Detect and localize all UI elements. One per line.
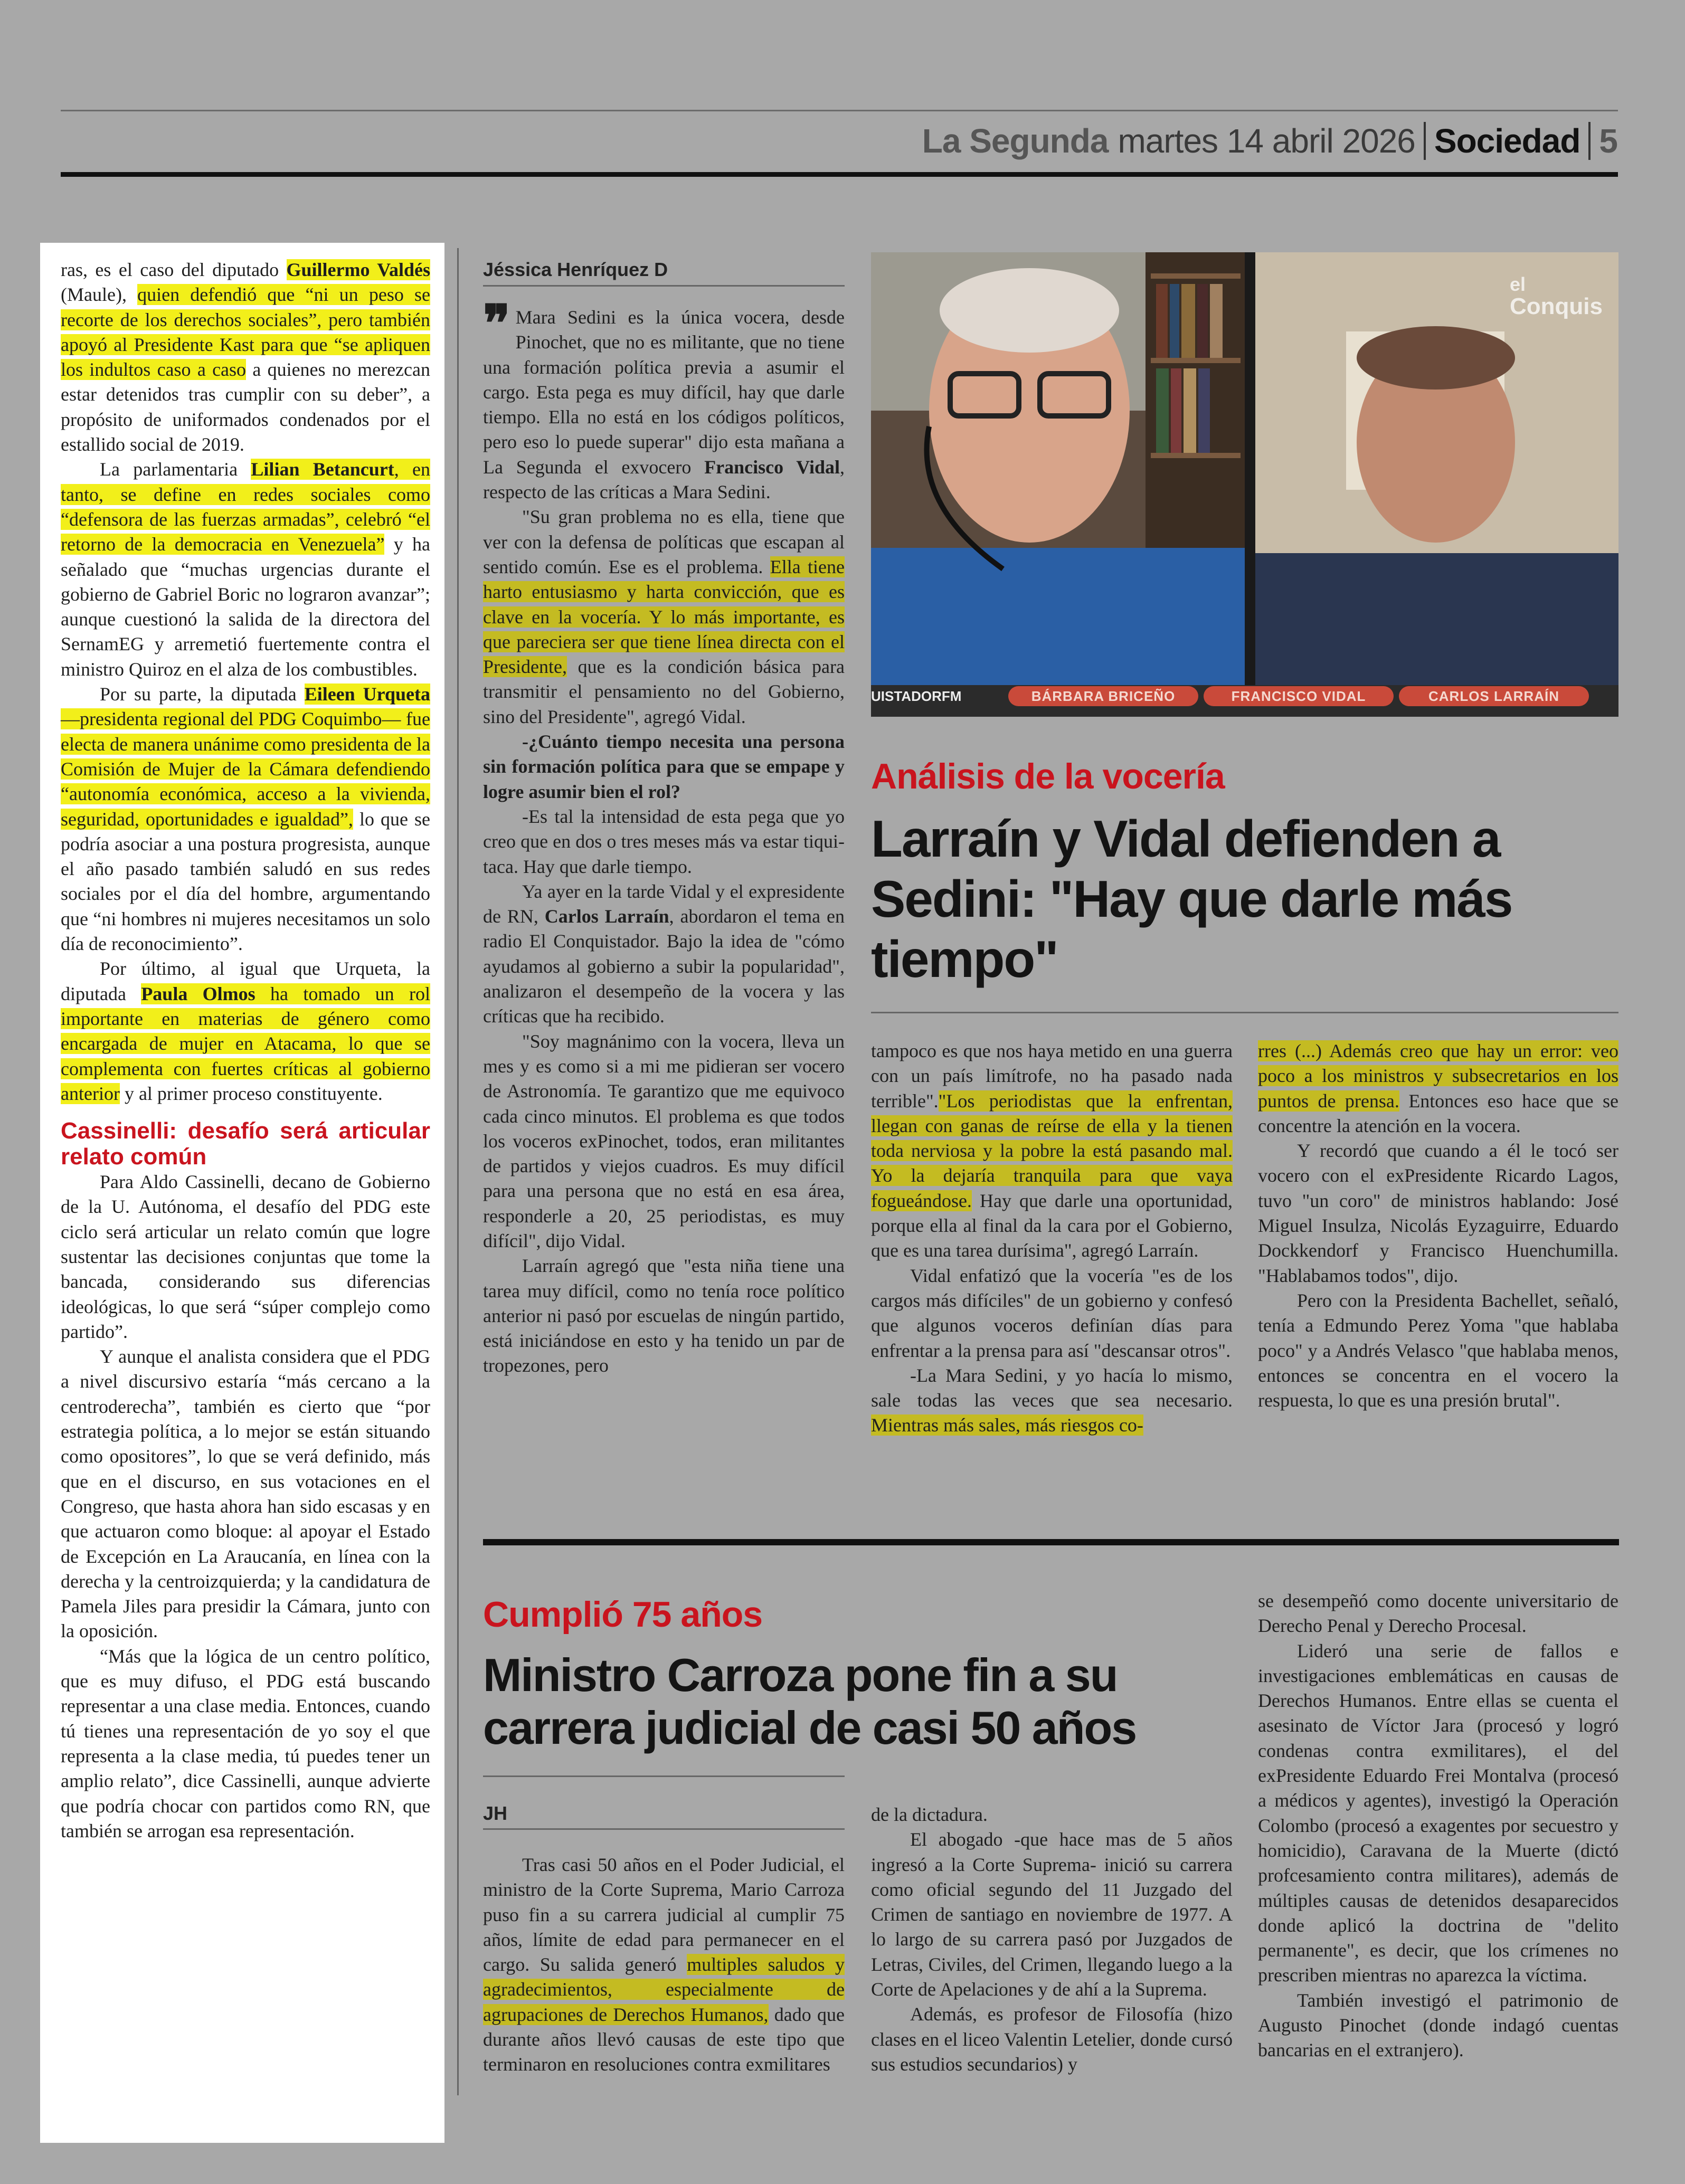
- paragraph: También investigó el patrimonio de Augusto Pinochet (donde indagó cuentas bancarias en el extranjero).: [1258, 1989, 1618, 2061]
- paragraph: "Su gran problema no es ella, tiene que ver con la defensa de políticas que escapan al sentido común. Ese es el problema. Ella tiene harto entusiasmo y harta convicción, que es clave en la vocería. Y lo más importante, es que pareciera ser que tiene línea directa con el Presidente, que es la condición básica para transmitir el pensamiento no del Gobierno, sino del Presidente", agregó Vidal.: [483, 506, 845, 727]
- participant-tag: CARLOS LARRAÍN: [1399, 686, 1589, 706]
- paragraph: Además, es profesor de Filosofía (hizo clases en el liceo Valentin Letelier, donde cursó sus estudios secundarios) y: [871, 2003, 1233, 2075]
- title-rule: [871, 1012, 1618, 1013]
- left-column: [61, 258, 430, 1844]
- publication-name: La Segunda: [922, 122, 1109, 160]
- article-title: Larraín y Vidal defienden a Sedini: "Hay que darle más tiempo": [871, 810, 1512, 988]
- participant-tag: FRANCISCO VIDAL: [1204, 686, 1394, 706]
- page-number: 5: [1599, 122, 1618, 160]
- masthead-bottom-rule: [61, 172, 1618, 177]
- paragraph: Ya ayer en la tarde Vidal y el expresidente de RN, Carlos Larraín, abordaron el tema en radio El Conquistador. Bajo la idea de "cómo ayudamos al gobierno a subir la popularidad", analizaron el desempeño de la vocera y las críticas que ha recibido.: [483, 880, 845, 1027]
- article-column-2: [871, 1802, 1233, 2077]
- article-photo: [871, 252, 1618, 717]
- article-kicker: Cumplió 75 años: [483, 1594, 763, 1635]
- person-name: Lilian Betancurt: [251, 459, 394, 480]
- paragraph: tampoco es que nos haya metido en una guerra con un país limítrofe, no ha pasado nada terrible"."Los periodistas que la enfrentan, llegan con ganas de reírse de ella y la tienen toda nerviosa y la pobre la está pasando mal. Yo la dejaría tranquila para que vaya fogueándose. Hay que darle una oportunidad, porque ella al final da la cara por el Gobierno, que es una tarea durísima", agregó Larraín.: [871, 1040, 1233, 1261]
- masthead-separator: [1424, 122, 1426, 160]
- paragraph: Tras casi 50 años en el Poder Judicial, el ministro de la Corte Suprema, Mario Carroza puso fin a su carrera judicial al cumplir 75 años, límite de edad para permanecer en el cargo. Su salida generó multiples saludos y agradecimientos, especialmente de agrupaciones de Derechos Humanos, dado que durante años llevó causas de este tipo que terminaron en resoluciones contra exmilitares: [483, 1854, 845, 2075]
- paragraph: Larraín agregó que "esta niña tiene una tarea muy difícil, como no tenía roce político anterior ni pasó por escuelas de ningún partido, está iniciándose en esto y ha tenido un par de tropezones, pero: [483, 1255, 845, 1376]
- paragraph: Por último, al igual que Urqueta, la diputada Paula Olmos ha tomado un rol importante en materias de género como encargada de mujer en Atacama, lo que se complementa con fuertes críticas al gobierno anterior y al primer proceso constituyente.: [61, 958, 430, 1104]
- article-column-3: [1258, 1589, 1618, 2063]
- paragraph: Para Aldo Cassinelli, decano de Gobierno de la U. Autónoma, el desafío del PDG este ciclo será articular un relato común que logre sustentar las decisiones conjuntas que tome la bancada, considerando sus diferencias ideológicas, lo que será “súper complejo como partido”.: [61, 1171, 430, 1342]
- article-column-2: [871, 1039, 1233, 1438]
- paragraph: -La Mara Sedini, y yo hacía lo mismo, sale todas las veces que sea necesario. Mientras más sales, más riesgos co-: [871, 1364, 1233, 1436]
- title-rule: [483, 1775, 845, 1777]
- person-name: Guillermo Valdés: [286, 259, 431, 280]
- paragraph: ❞ Mara Sedini es la única vocera, desde Pinochet, que no es militante, que no tiene una formación política previa a asumir el cargo. Esta pega es muy difícil, hay que darle tiempo. Ella no está en los códigos políticos, pero eso lo puede superar" dijo esta mañana a La Segunda el exvocero Francisco Vidal, respecto de las críticas a Mara Sedini.: [483, 296, 845, 503]
- masthead: [922, 117, 1618, 165]
- article-kicker: Análisis de la vocería: [871, 756, 1225, 796]
- station-label: UISTADORFM: [871, 688, 962, 704]
- paragraph: “Más que la lógica de un centro político, que es muy difuso, el PDG está buscando representar a una clase media. Entonces, cuando tú tienes una representación de yo soy el que representa a la clase media, tú puedes tener un amplio relato”, dice Cassinelli, aunque advierte que podría chocar con partidos como RN, que también se arrogan esa representación.: [61, 1645, 430, 1841]
- paragraph: -Es tal la intensidad de esta pega que yo creo que en dos o tres meses más va estar tiqui-taca. Hay que darle tiempo.: [483, 805, 845, 877]
- column-divider: [457, 248, 459, 2095]
- article-title: Ministro Carroza pone fin a su carrera judicial de casi 50 años: [483, 1649, 1137, 1754]
- section-name: Sociedad: [1434, 122, 1580, 160]
- article-byline: Jéssica Henríquez D: [483, 259, 668, 280]
- person-name: Paula Olmos: [141, 983, 255, 1004]
- highlight: multiples saludos y agradecimientos, especialmente de agrupaciones de Derechos Humanos,: [483, 1954, 845, 2025]
- highlight: rres (...) Además creo que hay un error: veo poco a los ministros y subsecretarios en los puntos de prensa.: [1258, 1040, 1618, 1112]
- paragraph: ras, es el caso del diputado Guillermo Valdés (Maule), quien defendió que “ni un peso se recorte de los derechos sociales”, pero también apoyó al Presidente Kast para que “se apliquen los indultos caso a caso a quienes no merezcan estar detenidos tras cumplir con su deber”, a propósito de uniformados condenados por el estallido social de 2019.: [61, 259, 431, 455]
- paragraph: Vidal enfatizó que la vocería "es de los cargos más difíciles" de un gobierno y confesó que algunos voceros definían días para enfrentar a la prensa para así "descansar otros".: [871, 1265, 1233, 1361]
- interview-question: -¿Cuánto tiempo necesita una persona sin formación política para que se empape y logre asumir bien el rol?: [483, 731, 845, 802]
- article-column-1: [483, 296, 845, 1379]
- highlight: , en tanto, se define en redes sociales como “defensora de las fuerzas armadas”, celebró “el retorno de la democracia en Venezuela”: [61, 459, 430, 555]
- article-column-1: [483, 1853, 845, 2077]
- participant-tag: BÁRBARA BRICEÑO: [1008, 686, 1198, 706]
- highlight: "Los periodistas que la enfrentan, llegan con ganas de reírse de ella y la tienen toda nerviosa y la pobre la está pasando mal. Yo la dejaría tranquila para que vaya fogueándose.: [871, 1090, 1233, 1211]
- paragraph: El abogado -que hace mas de 5 años ingresó a la Corte Suprema- inició su carrera como oficial segundo del 11 Juzgado del Crimen de santiago en noviembre de 1977. A lo largo de su carrera pasó por Juzgados de Letras, Civiles, del Crimen, llegando luego a la Corte de Apelaciones y de ahí a la Suprema.: [871, 1829, 1233, 2000]
- article-byline: JH: [483, 1802, 508, 1824]
- highlight: Mientras más sales, más riesgos co-: [871, 1414, 1143, 1436]
- paragraph: rres (...) Además creo que hay un error: veo poco a los ministros y subsecretarios en los puntos de prensa. Entonces eso hace que se concentre la atención en la vocera.: [1258, 1040, 1618, 1136]
- watermark-logo: el Conquis: [1510, 273, 1603, 319]
- paragraph: Pero con la Presidenta Bachellet, señaló, tenía a Edmundo Perez Yoma "que hablaba poco" y a Andrés Velasco "que hablaba menos, entonces se concentra en el vocero la respuesta, lo que es una presión brutal".: [1258, 1289, 1618, 1411]
- masthead-top-rule: [61, 110, 1618, 111]
- person-name: Carlos Larraín: [544, 906, 669, 927]
- article-column-3: [1258, 1039, 1618, 1413]
- paragraph: se desempeñó como docente universitario de Derecho Penal y Derecho Procesal.: [1258, 1590, 1618, 1637]
- paragraph: Y recordó que cuando a él le tocó ser vocero con el exPresidente Ricardo Lagos, tuvo "un coro" de ministros hablando: José Miguel Insulza, Nicolás Eyzaguirre, Eduardo Dockkendorf y Francisco Huenchumilla. "Hablabamos todos", dijo.: [1258, 1140, 1618, 1286]
- byline-rule: [483, 285, 845, 287]
- article-separator: [483, 1539, 1619, 1545]
- person-name: Eileen Urqueta: [304, 683, 430, 705]
- highlight: ha tomado un rol importante en materias de género como encargada de mujer en Atacama, lo que se complementa con fuertes críticas al gobierno anterior: [61, 983, 430, 1104]
- paragraph: "Soy magnánimo con la vocera, lleva un mes y es como si a mi me pidieran ser vocero de Astronomía. Te garantizo que me equivoco cada cinco minutos. El problema es que todos los voceros exPinochet, todos, eran militantes de partidos y viejos cuadros. Es muy difícil para una persona que no está en esa área, responderle a 20, 25 periodistas, es muy difícil", dijo Vidal.: [483, 1030, 845, 1251]
- quote-mark: ❞: [483, 296, 510, 352]
- masthead-separator: [1588, 122, 1591, 160]
- highlight: —presidenta regional del PDG Coquimbo— fue electa de manera unánime como presidenta de la Comisión de Mujer de la Cámara defendiendo “autonomía económica, acceso a la vivienda, seguridad, oportunidades e igualdad”,: [61, 708, 430, 830]
- issue-date: martes 14 abril 2026: [1118, 122, 1415, 160]
- byline-rule: [483, 1828, 845, 1830]
- paragraph: Y aunque el analista considera que el PDG a nivel discursivo estaría “más cercano a la centroderecha”, también es cierto que “por estrategia política, a lo mejor se están situando como opositores”, lo que se verá definido, más que en el discurso, en sus votaciones en el Congreso, que hasta ahora han sido escasas y en que actuaron como bloque: al apoyar el Estado de Excepción en La Araucanía, en línea con la derecha y la centroizquierda; y la candidatura de Pamela Jiles para presidir la Cámara, junto con la oposición.: [61, 1346, 430, 1642]
- paragraph: La parlamentaria Lilian Betancurt, en tanto, se define en redes sociales como “defensora de las fuerzas armadas”, celebró “el retorno de la democracia en Venezuela” y ha señalado que “muchas urgencias durante el gobierno de Gabriel Boric no lograron avanzar”; aunque cuestionó la salida de la directora del SernamEG y arremetió fuertemente contra el ministro Quiroz en el alza de los combustibles.: [61, 459, 431, 680]
- highlight: Ella tiene harto entusiasmo y harta convicción, que es clave en la vocería. Y lo más importante, es que pareciera ser que tiene línea directa con el Presidente,: [483, 556, 845, 678]
- highlight: quien defendió que “ni un peso se recorte de los derechos sociales”, pero también apoyó al Presidente Kast para que “se apliquen los indultos caso a caso: [61, 284, 430, 381]
- video-call-illustration: [871, 252, 1618, 717]
- paragraph: Por su parte, la diputada Eileen Urqueta —presidenta regional del PDG Coquimbo— fue electa de manera unánime como presidenta de la Comisión de Mujer de la Cámara defendiendo “autonomía económica, acceso a la vivienda, seguridad, oportunidades e igualdad”, lo que se podría asociar a una postura progresista, aunque el año pasado también saludó en sus redes sociales por el día del hombre, argumentando que “ni hombres ni mujeres necesitamos un solo día de reconocimiento”.: [61, 683, 430, 955]
- person-name: Francisco Vidal: [704, 456, 840, 478]
- subheading: Cassinelli: desafío será articular relato común: [61, 1118, 430, 1170]
- paragraph: Lideró una serie de fallos e investigaciones emblemáticas en causas de Derechos Humanos. Entre ellas se cuenta el asesinato de Víctor Jara (procesó y logró condenas contra exmilitares), el del exPresidente Eduardo Frei Montalva (procesó a médicos y agentes), investigó la Operación Colombo (procesó a exagentes por secuestro y homicidio), Caravana de la Muerte (dictó profcesamiento contra militares), además de múltiples causas de detenidos desaparecidos donde aplicó la doctrina de "delito permanente", es decir, que los crímenes no prescriben mientras no aparezca la víctima.: [1258, 1640, 1618, 1986]
- paragraph: de la dictadura.: [871, 1804, 988, 1825]
